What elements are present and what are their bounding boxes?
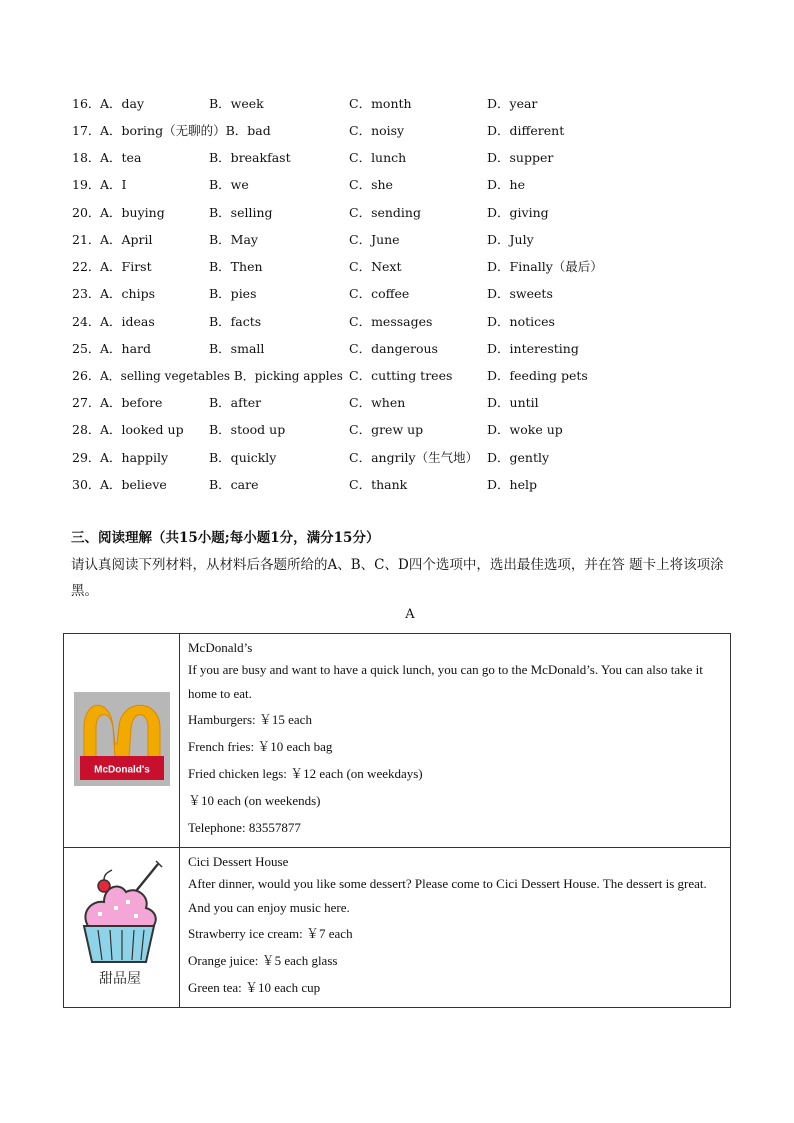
cici-price-green-tea: Green tea: ￥10 each cup	[188, 980, 321, 995]
question-row	[0, 475, 794, 495]
question-number: 22．	[72, 259, 101, 274]
question-row	[0, 257, 794, 277]
option-a: A．looked up	[100, 422, 184, 437]
mcdonalds-price-fries: French fries: ￥10 each bag	[188, 739, 333, 754]
advertisement-table	[63, 633, 731, 1008]
option-c: C．dangerous	[349, 341, 438, 356]
question-row	[0, 148, 794, 168]
option-b: B．stood up	[209, 422, 286, 437]
option-c: C．angrily（生气地）	[349, 450, 479, 465]
option-d: D．interesting	[487, 341, 579, 356]
option-d: D．notices	[487, 314, 555, 329]
question-number: 18．	[72, 150, 101, 165]
option-a: A．chips	[100, 286, 155, 301]
cici-logo-cell	[64, 848, 180, 1008]
option-b: B．care	[209, 477, 259, 492]
option-c: C．Next	[349, 259, 402, 274]
option-a: A．buying	[100, 205, 165, 220]
option-d: D．year	[487, 96, 538, 111]
option-d: D．giving	[487, 205, 549, 220]
option-d: D．until	[487, 395, 539, 410]
question-number: 16．	[72, 96, 101, 111]
option-a: A．First	[100, 259, 152, 274]
passage-label: A	[405, 607, 415, 622]
option-a: A．before	[100, 395, 163, 410]
option-b: B．after	[209, 395, 262, 410]
option-b: B．quickly	[209, 450, 277, 465]
cupcake-icon	[74, 856, 170, 996]
mcdonalds-logo-cell	[64, 634, 180, 848]
question-row	[0, 94, 794, 114]
mcdonalds-description: If you are busy and want to have a quick lunch, you can go to the McDonald’s. You can also take it home to eat.	[188, 662, 703, 701]
option-d: D．he	[487, 177, 525, 192]
question-number: 30．	[72, 477, 101, 492]
option-c: C．noisy	[349, 123, 405, 138]
mcdonalds-name: McDonald’s	[188, 640, 253, 655]
option-d: D．July	[487, 232, 534, 247]
option-d: D．help	[487, 477, 537, 492]
option-d: D．supper	[487, 150, 554, 165]
option-b: B．May	[209, 232, 258, 247]
question-number: 23．	[72, 286, 101, 301]
ad-row-cici	[64, 848, 731, 1008]
ad-row-mcdonalds	[64, 634, 731, 848]
option-b: B．facts	[209, 314, 262, 329]
option-a: A．April	[100, 232, 153, 247]
option-a: A．happily	[100, 450, 169, 465]
question-row	[0, 312, 794, 332]
option-d: D．Finally（最后）	[487, 259, 603, 274]
mcdonalds-price-hamburgers: Hamburgers: ￥15 each	[188, 712, 312, 727]
option-a: A．day	[100, 96, 145, 111]
option-b: B．Then	[209, 259, 263, 274]
cici-name: Cici Dessert House	[188, 854, 289, 869]
cici-logo-text: 甜品屋	[98, 970, 141, 987]
option-c: C．grew up	[349, 422, 424, 437]
option-c: C．lunch	[349, 150, 407, 165]
question-number: 27．	[72, 395, 101, 410]
question-number: 28．	[72, 422, 101, 437]
option-b: B．selling	[209, 205, 273, 220]
question-row	[0, 121, 794, 141]
question-number: 29．	[72, 450, 101, 465]
question-number: 25．	[72, 341, 101, 356]
mcdonalds-logo	[74, 692, 170, 786]
question-row	[0, 230, 794, 250]
option-c: C．when	[349, 395, 406, 410]
question-row	[0, 339, 794, 359]
option-c: C．messages	[349, 314, 433, 329]
question-number: 24．	[72, 314, 101, 329]
mcdonalds-price-chicken-weekends: ￥10 each (on weekends)	[188, 793, 321, 808]
option-d: D．different	[487, 123, 565, 138]
mcdonalds-info	[180, 634, 731, 848]
option-c: C．coffee	[349, 286, 410, 301]
option-b: B．small	[209, 341, 265, 356]
cici-price-orange-juice: Orange juice: ￥5 each glass	[188, 953, 338, 968]
question-row	[0, 284, 794, 304]
option-d: D．woke up	[487, 422, 563, 437]
question-number: 17．	[72, 123, 101, 138]
mcdonalds-telephone: Telephone: 83557877	[188, 820, 301, 835]
cici-description: After dinner, would you like some dessert? Please come to Cici Dessert House. The dessert is great. And you can enjoy music here.	[188, 876, 707, 915]
option-b: B．week	[209, 96, 264, 111]
question-row	[0, 366, 794, 386]
option-b: B．pies	[209, 286, 257, 301]
section-title: 三、阅读理解（共15小题;每小题1分，满分15分）	[71, 530, 380, 546]
option-d: D．sweets	[487, 286, 553, 301]
option-c: C．June	[349, 232, 400, 247]
option-a: A．hard	[100, 341, 152, 356]
option-a: A．tea	[100, 150, 142, 165]
question-number: 26．	[72, 368, 101, 383]
mcdonalds-price-chicken-weekdays: Fried chicken legs: ￥12 each (on weekdays)	[188, 766, 423, 781]
option-d: D．gently	[487, 450, 550, 465]
option-c: C．thank	[349, 477, 408, 492]
mcdonalds-logo-text: McDonald's	[93, 764, 150, 775]
option-d: D．feeding pets	[487, 368, 588, 383]
question-row	[0, 393, 794, 413]
section-instruction: 请认真阅读下列材料，从材料后各题所给的A、B、C、D四个选项中，选出最佳选项，并在答 题卡上将该项涂黑。	[71, 557, 724, 599]
option-c: C．month	[349, 96, 412, 111]
option-c: C．she	[349, 177, 393, 192]
cici-price-ice-cream: Strawberry ice cream: ￥7 each	[188, 926, 353, 941]
option-a: A．boring（无聊的）B．bad	[100, 123, 271, 138]
cici-info	[180, 848, 731, 1008]
question-number: 21．	[72, 232, 101, 247]
option-c: C．sending	[349, 205, 421, 220]
question-row	[0, 448, 794, 468]
option-b: B．breakfast	[209, 150, 291, 165]
question-row	[0, 420, 794, 440]
option-b: B．we	[209, 177, 249, 192]
question-row	[0, 175, 794, 195]
option-c: C．cutting trees	[349, 368, 453, 383]
question-row	[0, 203, 794, 223]
option-a: A．I	[100, 177, 127, 192]
option-a: A．ideas	[100, 314, 155, 329]
question-number: 20．	[72, 205, 101, 220]
question-number: 19．	[72, 177, 101, 192]
option-a: A．believe	[100, 477, 167, 492]
option-a: A．selling vegetables B．picking apples	[100, 369, 343, 383]
